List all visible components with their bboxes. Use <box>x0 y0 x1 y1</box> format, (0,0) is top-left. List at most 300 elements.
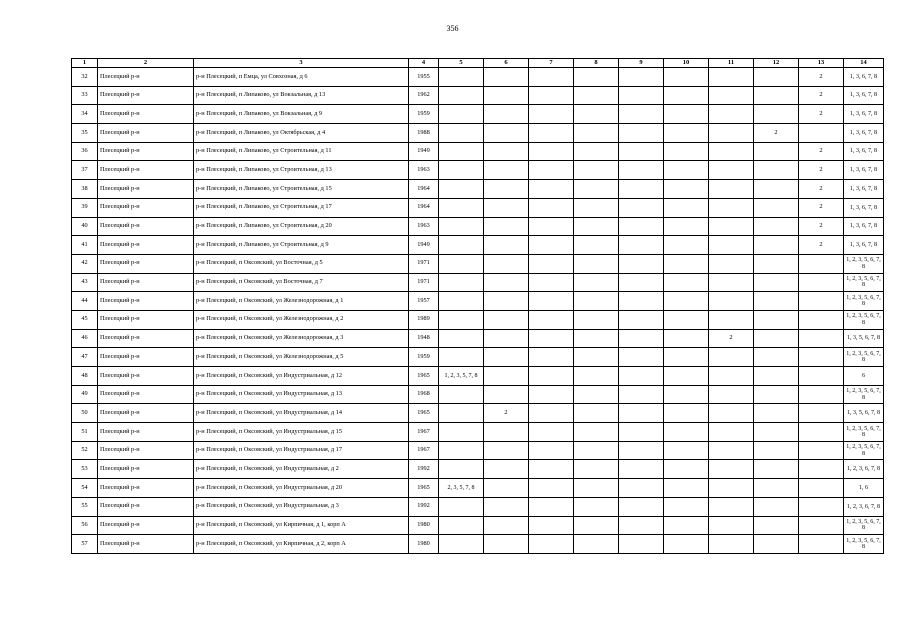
table-cell-col-9 <box>619 68 664 87</box>
table-cell-col-13 <box>799 292 844 311</box>
column-header-9: 9 <box>619 59 664 68</box>
table-cell-col-1: 38 <box>72 180 98 199</box>
table-cell-col-10 <box>664 535 709 554</box>
table-cell-col-11 <box>709 236 754 255</box>
table-cell-col-14: 1, 2, 3, 6, 7, 8 <box>844 460 884 479</box>
table-cell-col-8 <box>574 348 619 367</box>
table-cell-col-2: Плесецкий р-н <box>98 404 194 423</box>
table-cell-col-7 <box>529 124 574 143</box>
table-cell-col-3: р-н Плесецкий, п Оксовский, ул Индустриальная, д 15 <box>194 423 409 442</box>
table-cell-col-9 <box>619 497 664 516</box>
table-cell-col-4: 1963 <box>409 161 439 180</box>
table-cell-col-7 <box>529 198 574 217</box>
table-cell-col-6 <box>484 217 529 236</box>
page-number: 356 <box>446 24 459 33</box>
table-cell-col-1: 56 <box>72 516 98 535</box>
table-cell-col-10 <box>664 198 709 217</box>
table-cell-col-11 <box>709 68 754 87</box>
column-header-5: 5 <box>439 59 484 68</box>
table-cell-col-7 <box>529 404 574 423</box>
column-header-1: 1 <box>72 59 98 68</box>
column-header-14: 14 <box>844 59 884 68</box>
table-cell-col-9 <box>619 161 664 180</box>
table-cell-col-1: 41 <box>72 236 98 255</box>
table-cell-col-5 <box>439 236 484 255</box>
table-cell-col-13 <box>799 479 844 498</box>
table-cell-col-12 <box>754 180 799 199</box>
column-header-8: 8 <box>574 59 619 68</box>
table-cell-col-5 <box>439 105 484 124</box>
table-cell-col-13 <box>799 254 844 273</box>
table-cell-col-7 <box>529 105 574 124</box>
table-cell-col-3: р-н Плесецкий, п Оксовский, ул Индустриальная, д 14 <box>194 404 409 423</box>
table-cell-col-13: 2 <box>799 217 844 236</box>
table-cell-col-7 <box>529 423 574 442</box>
table-cell-col-5 <box>439 142 484 161</box>
table-cell-col-6 <box>484 367 529 386</box>
column-header-4: 4 <box>409 59 439 68</box>
table-cell-col-1: 37 <box>72 161 98 180</box>
table-cell-col-10 <box>664 180 709 199</box>
table-cell-col-4: 1988 <box>409 124 439 143</box>
table-cell-col-12 <box>754 254 799 273</box>
table-row <box>72 497 884 516</box>
table-row <box>72 254 884 273</box>
table-cell-col-8 <box>574 180 619 199</box>
table-cell-col-12: 2 <box>754 124 799 143</box>
table-cell-col-3: р-н Плесецкий, п Оксовский, ул Железнодорожная, д 5 <box>194 348 409 367</box>
table-cell-col-10 <box>664 479 709 498</box>
table-cell-col-8 <box>574 329 619 348</box>
table-cell-col-2: Плесецкий р-н <box>98 105 194 124</box>
table-cell-col-2: Плесецкий р-н <box>98 198 194 217</box>
table-cell-col-9 <box>619 310 664 329</box>
table-cell-col-14: 1, 3, 6, 7, 8 <box>844 105 884 124</box>
table-cell-col-4: 1965 <box>409 404 439 423</box>
table-cell-col-7 <box>529 273 574 292</box>
table-cell-col-5 <box>439 441 484 460</box>
table-cell-col-13: 2 <box>799 86 844 105</box>
table-cell-col-3: р-н Плесецкий, п Оксовский, ул Индустриальная, д 17 <box>194 441 409 460</box>
table-row <box>72 310 884 329</box>
table-cell-col-9 <box>619 273 664 292</box>
table-cell-col-13: 2 <box>799 105 844 124</box>
table-cell-col-4: 1971 <box>409 273 439 292</box>
table-cell-col-14: 1, 3, 6, 7, 8 <box>844 161 884 180</box>
table-cell-col-4: 1948 <box>409 329 439 348</box>
table-cell-col-5 <box>439 404 484 423</box>
table-cell-col-14: 1, 3, 6, 7, 8 <box>844 124 884 143</box>
table-cell-col-12 <box>754 292 799 311</box>
table-cell-col-1: 51 <box>72 423 98 442</box>
table-cell-col-8 <box>574 236 619 255</box>
table-cell-col-6 <box>484 68 529 87</box>
table-cell-col-14: 1, 2, 3, 5, 6, 7, 8 <box>844 292 884 311</box>
table-cell-col-10 <box>664 404 709 423</box>
table-cell-col-14: 1, 6 <box>844 479 884 498</box>
table-cell-col-8 <box>574 292 619 311</box>
table-cell-col-3: р-н Плесецкий, п Липаково, ул Строительная, д 9 <box>194 236 409 255</box>
table-cell-col-5 <box>439 497 484 516</box>
table-cell-col-3: р-н Плесецкий, п Липаково, ул Октябрьская, д 4 <box>194 124 409 143</box>
table-cell-col-5 <box>439 217 484 236</box>
table-cell-col-14: 1, 3, 5, 6, 7, 8 <box>844 329 884 348</box>
table-cell-col-8 <box>574 217 619 236</box>
table-cell-col-14: 1, 2, 3, 5, 6, 7, 8 <box>844 423 884 442</box>
table-cell-col-2: Плесецкий р-н <box>98 161 194 180</box>
table-cell-col-1: 52 <box>72 441 98 460</box>
column-header-7: 7 <box>529 59 574 68</box>
table-cell-col-14: 1, 3, 5, 6, 7, 8 <box>844 404 884 423</box>
table-cell-col-3: р-н Плесецкий, п Оксовский, ул Железнодорожная, д 1 <box>194 292 409 311</box>
table-cell-col-9 <box>619 385 664 404</box>
table-cell-col-11 <box>709 348 754 367</box>
table-cell-col-5 <box>439 423 484 442</box>
table-row <box>72 367 884 386</box>
table-cell-col-2: Плесецкий р-н <box>98 254 194 273</box>
table-row <box>72 198 884 217</box>
table-cell-col-6 <box>484 180 529 199</box>
table-cell-col-12 <box>754 423 799 442</box>
table-cell-col-8 <box>574 404 619 423</box>
table-cell-col-14: 1, 3, 6, 7, 8 <box>844 142 884 161</box>
table-cell-col-2: Плесецкий р-н <box>98 236 194 255</box>
table-row <box>72 404 884 423</box>
table-cell-col-1: 50 <box>72 404 98 423</box>
column-header-11: 11 <box>709 59 754 68</box>
table-cell-col-4: 1959 <box>409 105 439 124</box>
table-cell-col-13: 2 <box>799 161 844 180</box>
column-header-2: 2 <box>98 59 194 68</box>
table-cell-col-4: 1949 <box>409 142 439 161</box>
table-cell-col-1: 57 <box>72 535 98 554</box>
table-cell-col-6 <box>484 105 529 124</box>
table-cell-col-8 <box>574 142 619 161</box>
table-cell-col-2: Плесецкий р-н <box>98 217 194 236</box>
table-cell-col-3: р-н Плесецкий, п Оксовский, ул Железнодорожная, д 3 <box>194 329 409 348</box>
table-cell-col-12 <box>754 479 799 498</box>
table-cell-col-13: 2 <box>799 198 844 217</box>
table-cell-col-12 <box>754 217 799 236</box>
table-row <box>72 273 884 292</box>
table-cell-col-9 <box>619 404 664 423</box>
table-cell-col-7 <box>529 86 574 105</box>
table-cell-col-14: 1, 2, 3, 6, 7, 8 <box>844 497 884 516</box>
table-cell-col-9 <box>619 367 664 386</box>
table-cell-col-7 <box>529 348 574 367</box>
table-cell-col-8 <box>574 367 619 386</box>
table-cell-col-9 <box>619 348 664 367</box>
table-cell-col-8 <box>574 310 619 329</box>
table-cell-col-10 <box>664 124 709 143</box>
table-cell-col-13: 2 <box>799 180 844 199</box>
table-cell-col-6 <box>484 385 529 404</box>
table-cell-col-6 <box>484 198 529 217</box>
table-cell-col-14: 1, 3, 6, 7, 8 <box>844 217 884 236</box>
table-cell-col-1: 53 <box>72 460 98 479</box>
table-cell-col-10 <box>664 329 709 348</box>
table-cell-col-3: р-н Плесецкий, п Оксовский, ул Индустриальная, д 12 <box>194 367 409 386</box>
table-cell-col-7 <box>529 292 574 311</box>
table-row <box>72 423 884 442</box>
table-cell-col-4: 1964 <box>409 198 439 217</box>
table-cell-col-1: 33 <box>72 86 98 105</box>
table-cell-col-6 <box>484 124 529 143</box>
table-cell-col-7 <box>529 497 574 516</box>
table-cell-col-1: 55 <box>72 497 98 516</box>
table-cell-col-5 <box>439 329 484 348</box>
table-cell-col-12 <box>754 142 799 161</box>
table-cell-col-14: 1, 2, 3, 5, 6, 7, 8 <box>844 535 884 554</box>
table-cell-col-9 <box>619 105 664 124</box>
table-cell-col-4: 1963 <box>409 217 439 236</box>
table-cell-col-11 <box>709 441 754 460</box>
table-cell-col-7 <box>529 460 574 479</box>
table-cell-col-2: Плесецкий р-н <box>98 535 194 554</box>
table-cell-col-7 <box>529 217 574 236</box>
table-cell-col-9 <box>619 217 664 236</box>
table-cell-col-8 <box>574 273 619 292</box>
table-cell-col-14: 1, 2, 3, 5, 6, 7, 8 <box>844 254 884 273</box>
table-cell-col-11 <box>709 460 754 479</box>
table-cell-col-11 <box>709 367 754 386</box>
table-cell-col-7 <box>529 68 574 87</box>
table-cell-col-10 <box>664 385 709 404</box>
table-cell-col-10 <box>664 217 709 236</box>
table-row <box>72 124 884 143</box>
table-cell-col-13 <box>799 516 844 535</box>
table-cell-col-9 <box>619 460 664 479</box>
table-cell-col-1: 54 <box>72 479 98 498</box>
table-cell-col-9 <box>619 86 664 105</box>
table-cell-col-5 <box>439 161 484 180</box>
table-cell-col-1: 45 <box>72 310 98 329</box>
table-cell-col-4: 1971 <box>409 254 439 273</box>
table-cell-col-11 <box>709 217 754 236</box>
table-cell-col-13: 2 <box>799 68 844 87</box>
table-cell-col-3: р-н Плесецкий, п Оксовский, ул Железнодорожная, д 2 <box>194 310 409 329</box>
table-cell-col-7 <box>529 479 574 498</box>
table-cell-col-11 <box>709 254 754 273</box>
table-cell-col-7 <box>529 236 574 255</box>
table-cell-col-9 <box>619 423 664 442</box>
table-cell-col-10 <box>664 367 709 386</box>
table-cell-col-11 <box>709 404 754 423</box>
table-cell-col-5 <box>439 86 484 105</box>
table-cell-col-10 <box>664 254 709 273</box>
table-cell-col-13: 2 <box>799 236 844 255</box>
table-cell-col-4: 1957 <box>409 292 439 311</box>
table-row <box>72 105 884 124</box>
table-cell-col-12 <box>754 105 799 124</box>
table-cell-col-14: 1, 2, 3, 5, 6, 7, 8 <box>844 310 884 329</box>
table-cell-col-8 <box>574 423 619 442</box>
table-cell-col-5: 1, 2, 3, 5, 7, 8 <box>439 367 484 386</box>
table-header-row <box>72 59 884 68</box>
table-cell-col-13 <box>799 329 844 348</box>
table-cell-col-1: 40 <box>72 217 98 236</box>
table-cell-col-9 <box>619 535 664 554</box>
table-cell-col-14: 1, 3, 6, 7, 8 <box>844 236 884 255</box>
table-cell-col-14: 1, 2, 3, 5, 6, 7, 8 <box>844 273 884 292</box>
table-cell-col-5 <box>439 124 484 143</box>
table-cell-col-2: Плесецкий р-н <box>98 310 194 329</box>
table-cell-col-7 <box>529 385 574 404</box>
table-cell-col-4: 1949 <box>409 236 439 255</box>
table-cell-col-3: р-н Плесецкий, п Оксовский, ул Кирпичная, д 2, корп А <box>194 535 409 554</box>
table-cell-col-2: Плесецкий р-н <box>98 142 194 161</box>
table-cell-col-11 <box>709 497 754 516</box>
table-cell-col-8 <box>574 479 619 498</box>
table-cell-col-2: Плесецкий р-н <box>98 273 194 292</box>
table-cell-col-5 <box>439 460 484 479</box>
table-cell-col-12 <box>754 535 799 554</box>
table-cell-col-7 <box>529 441 574 460</box>
table-cell-col-1: 35 <box>72 124 98 143</box>
table-cell-col-6 <box>484 142 529 161</box>
table-row <box>72 292 884 311</box>
table-cell-col-10 <box>664 236 709 255</box>
table-cell-col-10 <box>664 460 709 479</box>
table-cell-col-1: 39 <box>72 198 98 217</box>
table-cell-col-13 <box>799 441 844 460</box>
table-cell-col-4: 1955 <box>409 68 439 87</box>
table-cell-col-11 <box>709 161 754 180</box>
table-cell-col-11 <box>709 142 754 161</box>
table-cell-col-7 <box>529 254 574 273</box>
table-cell-col-13 <box>799 423 844 442</box>
table-cell-col-14: 6 <box>844 367 884 386</box>
table-cell-col-12 <box>754 516 799 535</box>
column-header-12: 12 <box>754 59 799 68</box>
table-cell-col-13 <box>799 348 844 367</box>
table-cell-col-13 <box>799 124 844 143</box>
table-cell-col-13 <box>799 273 844 292</box>
table-cell-col-6 <box>484 441 529 460</box>
table-cell-col-13 <box>799 385 844 404</box>
table-cell-col-5 <box>439 198 484 217</box>
table-cell-col-12 <box>754 348 799 367</box>
table-cell-col-11 <box>709 273 754 292</box>
table-cell-col-7 <box>529 516 574 535</box>
table-cell-col-1: 42 <box>72 254 98 273</box>
table-row <box>72 161 884 180</box>
table-cell-col-7 <box>529 310 574 329</box>
table-cell-col-8 <box>574 198 619 217</box>
table-cell-col-6 <box>484 479 529 498</box>
table-row <box>72 68 884 87</box>
table-cell-col-3: р-н Плесецкий, п Липаково, ул Строительная, д 15 <box>194 180 409 199</box>
table-cell-col-4: 1968 <box>409 385 439 404</box>
column-header-3: 3 <box>194 59 409 68</box>
table-row <box>72 180 884 199</box>
table-cell-col-2: Плесецкий р-н <box>98 423 194 442</box>
table-cell-col-7 <box>529 161 574 180</box>
table-cell-col-12 <box>754 329 799 348</box>
table-cell-col-12 <box>754 273 799 292</box>
column-header-6: 6 <box>484 59 529 68</box>
table-cell-col-6 <box>484 254 529 273</box>
table-cell-col-11 <box>709 124 754 143</box>
table-cell-col-2: Плесецкий р-н <box>98 124 194 143</box>
table-cell-col-6 <box>484 86 529 105</box>
table-cell-col-12 <box>754 236 799 255</box>
table-cell-col-4: 1967 <box>409 441 439 460</box>
table-cell-col-4: 1959 <box>409 348 439 367</box>
table-cell-col-2: Плесецкий р-н <box>98 348 194 367</box>
table-cell-col-2: Плесецкий р-н <box>98 479 194 498</box>
table-cell-col-14: 1, 2, 3, 5, 6, 7, 8 <box>844 348 884 367</box>
table-row <box>72 329 884 348</box>
table-cell-col-3: р-н Плесецкий, п Оксовский, ул Индустриальная, д 2 <box>194 460 409 479</box>
table-row <box>72 479 884 498</box>
table-cell-col-4: 1964 <box>409 180 439 199</box>
table-cell-col-4: 1980 <box>409 516 439 535</box>
table-cell-col-12 <box>754 460 799 479</box>
table-cell-col-10 <box>664 273 709 292</box>
table-cell-col-6 <box>484 348 529 367</box>
table-cell-col-4: 1965 <box>409 367 439 386</box>
table-cell-col-12 <box>754 68 799 87</box>
table-row <box>72 217 884 236</box>
table-cell-col-3: р-н Плесецкий, п Оксовский, ул Индустриальная, д 3 <box>194 497 409 516</box>
table-cell-col-2: Плесецкий р-н <box>98 180 194 199</box>
table-cell-col-6: 2 <box>484 404 529 423</box>
table-cell-col-12 <box>754 441 799 460</box>
table-cell-col-4: 1980 <box>409 535 439 554</box>
table-row <box>72 460 884 479</box>
table-row <box>72 516 884 535</box>
table-cell-col-10 <box>664 441 709 460</box>
table-cell-col-4: 1965 <box>409 479 439 498</box>
table-cell-col-4: 1992 <box>409 460 439 479</box>
table-row <box>72 236 884 255</box>
table-cell-col-9 <box>619 180 664 199</box>
table-cell-col-14: 1, 2, 3, 5, 6, 7, 8 <box>844 441 884 460</box>
table-cell-col-8 <box>574 105 619 124</box>
table-cell-col-6 <box>484 423 529 442</box>
table-cell-col-9 <box>619 236 664 255</box>
table-row <box>72 86 884 105</box>
table-row <box>72 441 884 460</box>
table-cell-col-11 <box>709 535 754 554</box>
table-cell-col-7 <box>529 329 574 348</box>
table-cell-col-9 <box>619 198 664 217</box>
table-cell-col-10 <box>664 86 709 105</box>
table-cell-col-3: р-н Плесецкий, п Липаково, ул Вокзальная, д 9 <box>194 105 409 124</box>
table-cell-col-14: 1, 2, 3, 5, 6, 7, 8 <box>844 385 884 404</box>
table-cell-col-5 <box>439 310 484 329</box>
table-cell-col-12 <box>754 385 799 404</box>
table-cell-col-3: р-н Плесецкий, п Липаково, ул Вокзальная, д 13 <box>194 86 409 105</box>
table-cell-col-9 <box>619 516 664 535</box>
table-cell-col-11 <box>709 310 754 329</box>
table-cell-col-2: Плесецкий р-н <box>98 329 194 348</box>
table-cell-col-4: 1967 <box>409 423 439 442</box>
table-cell-col-5 <box>439 180 484 199</box>
table-cell-col-11 <box>709 423 754 442</box>
table-cell-col-11 <box>709 180 754 199</box>
table-cell-col-13 <box>799 460 844 479</box>
table-cell-col-2: Плесецкий р-н <box>98 497 194 516</box>
table-cell-col-2: Плесецкий р-н <box>98 460 194 479</box>
table-cell-col-13 <box>799 404 844 423</box>
table-cell-col-6 <box>484 236 529 255</box>
table-cell-col-14: 1, 3, 6, 7, 8 <box>844 86 884 105</box>
table-cell-col-13: 2 <box>799 142 844 161</box>
table-cell-col-11 <box>709 385 754 404</box>
table-cell-col-11 <box>709 292 754 311</box>
